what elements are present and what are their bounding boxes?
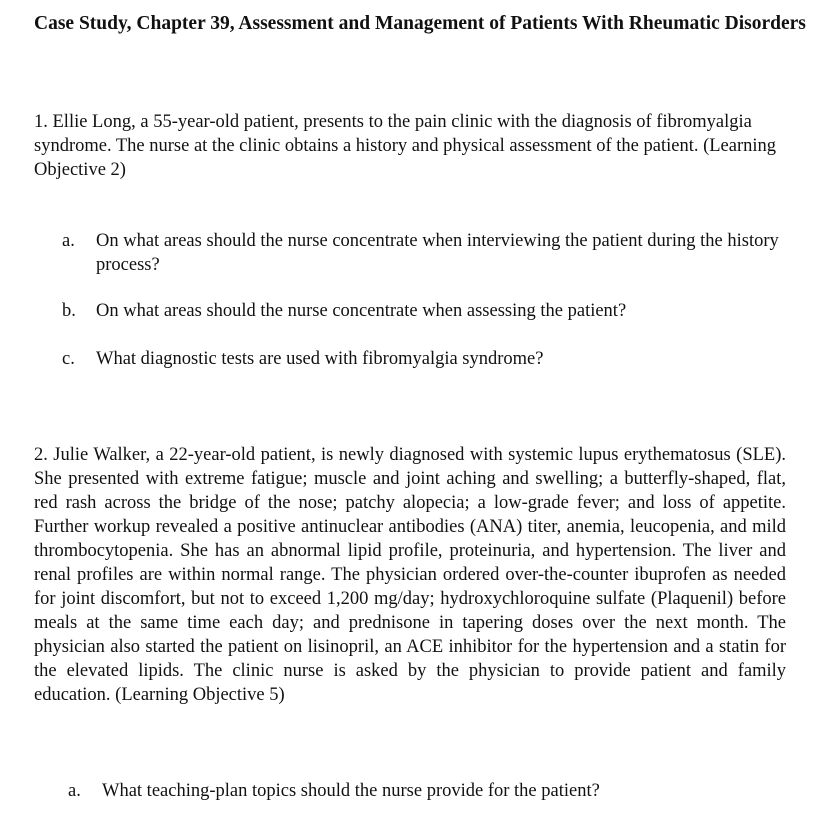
- question-text: What teaching-plan topics should the nurse provide for the patient?: [102, 781, 600, 801]
- case-study-1-text: 1. Ellie Long, a 55-year-old patient, presents to the pain clinic with the diagnosis of fibromyalgia syndrome. The nurse at the clinic obtains a history and physical assessment of the patient. (Learning Objective 2): [34, 112, 777, 180]
- question-letter: a.: [62, 231, 75, 251]
- question-letter: b.: [62, 301, 76, 321]
- question-text: What diagnostic tests are used with fibromyalgia syndrome?: [96, 349, 544, 369]
- question-letter: c.: [62, 349, 75, 369]
- question-letter: a.: [68, 781, 81, 801]
- question-text: On what areas should the nurse concentrate when interviewing the patient during the history process?: [96, 231, 779, 275]
- document-title: Case Study, Chapter 39, Assessment and Management of Patients With Rheumatic Disorders: [34, 13, 806, 34]
- case-study-2-text: 2. Julie Walker, a 22-year-old patient, is newly diagnosed with systemic lupus erythematosus (SLE). She presented with extreme fatigue; muscle and joint aching and swelling; a butterfly-shaped, flat, red rash across the bridge of the nose; patchy alopecia; a low-grade fever; and loss of appetite. Further workup revealed a positive antinuclear antibodies (ANA) titer, anemia, leucopenia, and mild thrombocytopenia. She has an abnormal lipid profile, proteinuria, and hypertension. The liver and renal profiles are within normal range. The physician ordered over-the-counter ibuprofen as needed for joint discomfort, but not to exceed 1,200 mg/day; hydroxychloroquine sulfate (Plaquenil) before meals at the same time each day; and prednisone in tapering doses over the next month. The physician also started the patient on lisinopril, an ACE inhibitor for the hypertension and a statin for the elevated lipids. The clinic nurse is asked by the physician to provide patient and family education. (Learning Objective 5): [34, 445, 786, 705]
- question-text: On what areas should the nurse concentrate when assessing the patient?: [96, 301, 627, 321]
